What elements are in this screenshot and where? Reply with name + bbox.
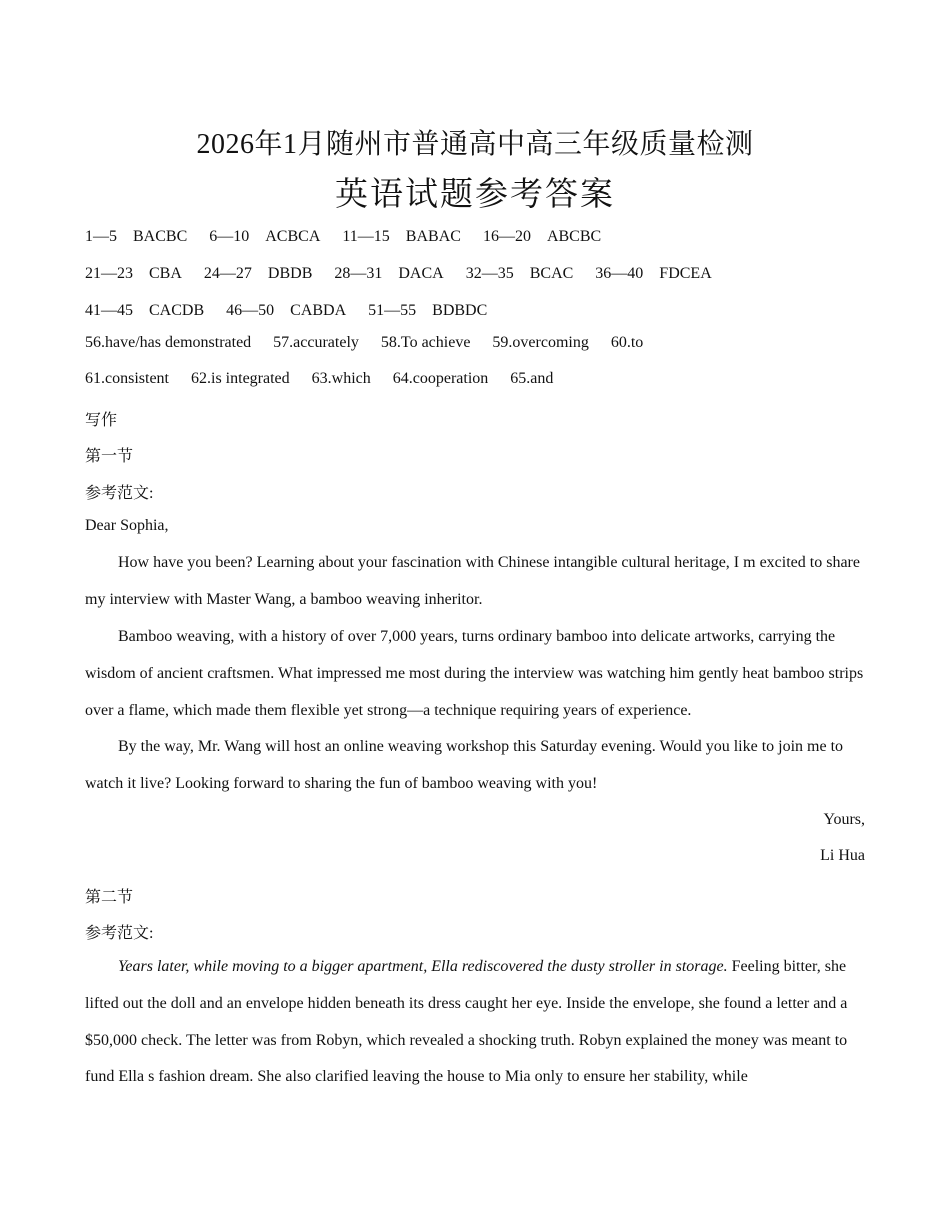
answer-group: 6—10 ACBCA <box>209 228 321 245</box>
answer-item: 62.is integrated <box>191 370 290 387</box>
answer-group: 46—50 CABDA <box>226 302 347 319</box>
answer-row-3 <box>85 297 505 320</box>
letter-closing: Yours, <box>823 811 865 828</box>
answer-item: 65.and <box>510 370 554 387</box>
answer-item: 56.have/has demonstrated <box>85 334 252 351</box>
answer-group: 32—35 BCAC <box>465 265 574 282</box>
section1-label: 第一节 <box>85 448 134 465</box>
document-subtitle: 英语试题参考答案 <box>335 177 615 213</box>
letter-paragraph-1: How have you been? Learning about your fascination with Chinese intangible cultural heritage, I m excited to share my interview with Master Wang, a bamboo weaving inheritor. <box>85 554 860 608</box>
letter-paragraph-3: By the way, Mr. Wang will host an online weaving workshop this Saturday evening. Would you like to join me to watch it live? Looking forward to sharing the fun of bamboo weaving with you! <box>85 738 844 792</box>
section2-sample-label: 参考范文: <box>85 925 154 942</box>
section2-label: 第二节 <box>85 889 134 906</box>
story-paragraph <box>85 949 865 1096</box>
answer-group: 28—31 DACA <box>334 265 444 282</box>
answer-item: 60.to <box>610 334 644 351</box>
answer-item: 57.accurately <box>273 334 359 351</box>
answer-group: 1—5 BACBC <box>85 228 188 245</box>
answer-group: 51—55 BDBDC <box>368 302 488 319</box>
letter-salutation: Dear Sophia, <box>85 517 169 534</box>
answer-row-1 <box>85 223 619 246</box>
answer-group: 41—45 CACDB <box>85 302 205 319</box>
answer-group: 11—15 BABAC <box>342 228 461 245</box>
answer-group: 36—40 FDCEA <box>595 265 712 282</box>
answer-row-5 <box>85 370 571 388</box>
section1-sample-label: 参考范文: <box>85 485 154 502</box>
answer-item: 58.To achieve <box>380 334 471 351</box>
answer-row-2 <box>85 260 730 283</box>
story-body: Feeling bitter, she lifted out the doll and an envelope hidden beneath its dress caught her eye. Inside the envelope, she found a letter and a $50,000 check. The letter was from Robyn, which revealed a shocking truth. Robyn explained the money was meant to fund Ella s fashion dream. She also clarified leaving the house to Mia only to ensure her stability, while <box>85 958 848 1086</box>
answer-group: 21—23 CBA <box>85 265 182 282</box>
writing-heading: 写作 <box>85 412 118 429</box>
document-title: 2026年1月随州市普通高中高三年级质量检测 <box>196 129 754 160</box>
answer-item: 59.overcoming <box>492 334 589 351</box>
answer-item: 64.cooperation <box>392 370 489 387</box>
answer-group: 16—20 ABCBC <box>482 228 602 245</box>
letter-signature: Li Hua <box>820 847 865 864</box>
answer-item: 61.consistent <box>85 370 169 387</box>
answer-item: 63.which <box>311 370 371 387</box>
answer-group: 24—27 DBDB <box>203 265 313 282</box>
answer-row-4 <box>85 334 661 352</box>
letter-paragraph-2: Bamboo weaving, with a history of over 7,000 years, turns ordinary bamboo into delicate artworks, carrying the wisdom of ancient craftsmen. What impressed me most during the interview was watching him gently heat bamboo strips over a flame, which made them flexible yet strong—a technique requiring years of experience. <box>85 628 864 719</box>
story-opening-sentence: Years later, while moving to a bigger apartment, Ella rediscovered the dusty stroller in storage. <box>118 958 728 975</box>
